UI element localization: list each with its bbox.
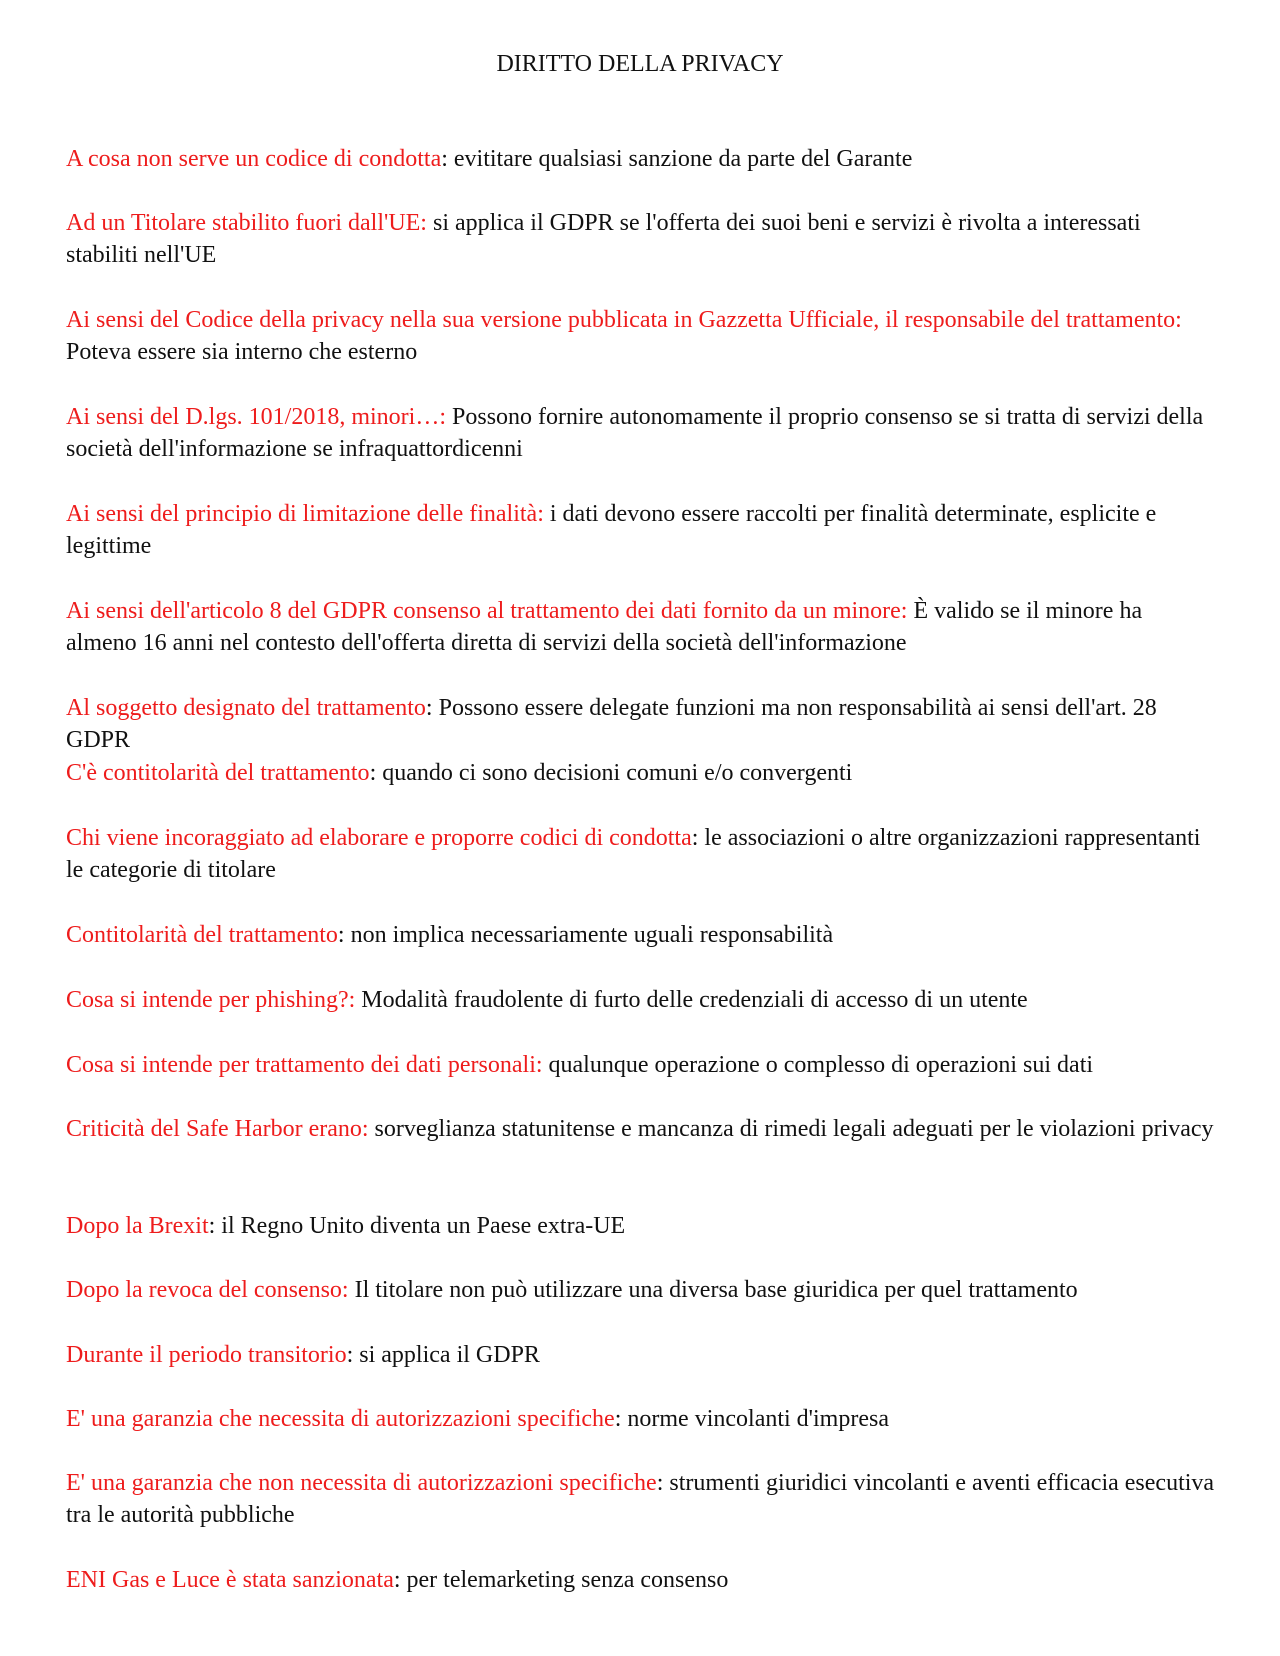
question: E' una garanzia che necessita di autorizzazioni specifiche — [66, 1406, 615, 1432]
question: Cosa si intende per trattamento dei dati personali: — [66, 1052, 543, 1078]
qa-entry — [66, 757, 1216, 789]
qa-entry — [66, 822, 1216, 886]
question: Dopo la Brexit — [66, 1213, 209, 1239]
answer: : non implica necessariamente uguali responsabilità — [337, 922, 834, 948]
page-title: DIRITTO DELLA PRIVACY — [496, 51, 784, 77]
question: Cosa si intende per phishing?: — [66, 987, 356, 1013]
question: Al soggetto designato del trattamento — [66, 695, 426, 721]
answer: qualunque operazione o complesso di operazioni sui dati — [542, 1052, 1094, 1078]
qa-entry — [66, 1113, 1216, 1145]
qa-entry — [66, 1403, 1216, 1435]
qa-entry — [66, 401, 1216, 465]
answer: : il Regno Unito diventa un Paese extra-UE — [208, 1213, 626, 1239]
qa-entry — [66, 1049, 1216, 1081]
answer: Possono fornire autonomamente il proprio consenso se si tratta di servizi della società dell'informazione se infraquattordicenni — [66, 404, 1204, 462]
question: Criticità del Safe Harbor erano: — [66, 1116, 369, 1142]
qa-entry — [66, 1210, 1216, 1242]
qa-entry — [66, 1467, 1216, 1531]
question: C'è contitolarità del trattamento — [66, 760, 370, 786]
answer: È valido se il minore ha almeno 16 anni nel contesto dell'offerta diretta di servizi della società dell'informazione — [66, 598, 1143, 656]
question: Ai sensi del principio di limitazione delle finalità: — [66, 501, 544, 527]
answer: : si applica il GDPR — [346, 1342, 540, 1368]
question: Dopo la revoca del consenso: — [66, 1277, 349, 1303]
qa-entry — [66, 919, 1216, 951]
qa-entry — [66, 143, 1216, 175]
question: ENI Gas e Luce è stata sanzionata — [66, 1567, 394, 1593]
answer: i dati devono essere raccolti per finalità determinate, esplicite e legittime — [66, 501, 1157, 559]
answer: Modalità fraudolente di furto delle credenziali di accesso di un utente — [355, 987, 1028, 1013]
answer: Poteva essere sia interno che esterno — [66, 339, 418, 365]
answer: sorveglianza statunitense e mancanza di rimedi legali adeguati per le violazioni privacy — [368, 1116, 1214, 1142]
answer: : per telemarketing senza consenso — [393, 1567, 729, 1593]
qa-entry — [66, 595, 1216, 659]
question: E' una garanzia che non necessita di autorizzazioni specifiche — [66, 1470, 657, 1496]
qa-entry — [66, 1274, 1216, 1306]
answer: : quando ci sono decisioni comuni e/o convergenti — [369, 760, 853, 786]
question: Ad un Titolare stabilito fuori dall'UE: — [66, 210, 427, 236]
answer: : le associazioni o altre organizzazioni rappresentanti le categorie di titolare — [66, 825, 1201, 883]
qa-entry — [66, 207, 1216, 271]
question: Ai sensi dell'articolo 8 del GDPR consenso al trattamento dei dati fornito da un minore: — [66, 598, 908, 624]
answer: si applica il GDPR se l'offerta dei suoi beni e servizi è rivolta a interessati stabiliti nell'UE — [66, 210, 1141, 268]
answer: : strumenti giuridici vincolanti e aventi efficacia esecutiva tra le autorità pubbliche — [66, 1470, 1215, 1528]
question: Ai sensi del Codice della privacy nella sua versione pubblicata in Gazzetta Ufficiale, il responsabile del trattamento: — [66, 307, 1182, 333]
question: Contitolarità del trattamento — [66, 922, 338, 948]
question: Chi viene incoraggiato ad elaborare e proporre codici di condotta — [66, 825, 692, 851]
answer: Il titolare non può utilizzare una diversa base giuridica per quel trattamento — [348, 1277, 1078, 1303]
qa-entry — [66, 498, 1216, 562]
qa-entry — [66, 304, 1216, 368]
qa-entry — [66, 984, 1216, 1016]
question: Durante il periodo transitorio — [66, 1342, 347, 1368]
qa-entry — [66, 1564, 1216, 1596]
question: Ai sensi del D.lgs. 101/2018, minori…: — [66, 404, 446, 430]
answer: : Possono essere delegate funzioni ma non responsabilità ai sensi dell'art. 28 GDPR — [66, 695, 1157, 753]
qa-entry — [66, 1339, 1216, 1371]
qa-entry — [66, 692, 1216, 756]
answer: : norme vincolanti d'impresa — [614, 1406, 889, 1432]
answer: : evititare qualsiasi sanzione da parte del Garante — [441, 146, 913, 172]
question: A cosa non serve un codice di condotta — [66, 146, 442, 172]
